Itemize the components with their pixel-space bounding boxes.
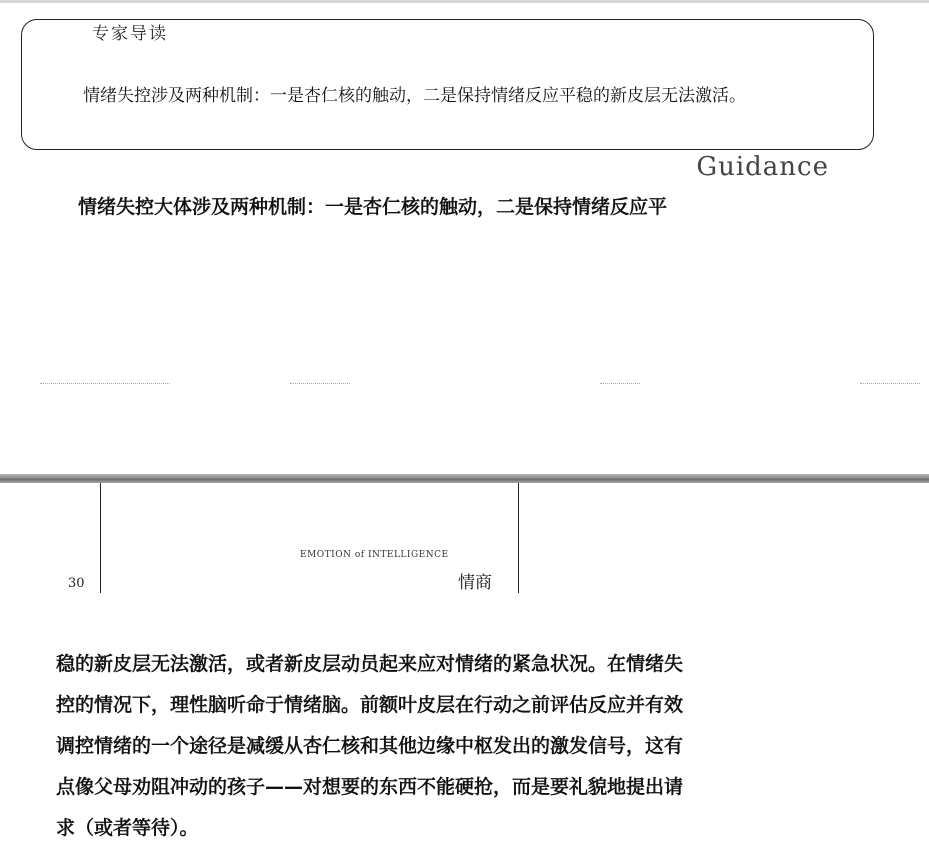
header-rule-right: [518, 483, 519, 593]
scan-noise: [40, 383, 170, 385]
body-line: 控的情况下，理性脑听命于情绪脑。前额叶皮层在行动之前评估反应并有效: [56, 694, 684, 716]
guidance-label: Guidance: [690, 152, 835, 182]
body-line: 稳的新皮层无法激活，或者新皮层动员起来应对情绪的紧急状况。在情绪失: [56, 653, 684, 675]
header-rule-left: [100, 483, 101, 593]
top-edge-strip: [0, 0, 929, 3]
body-line: 调控情绪的一个途径是减缓从杏仁核和其他边缘中枢发出的激发信号，这有: [56, 735, 684, 757]
page-divider: [0, 474, 929, 483]
scan-noise: [860, 383, 920, 385]
guidance-box: [21, 19, 874, 182]
page-number: 30: [68, 576, 85, 591]
running-header-english: EMOTION of INTELLIGENCE: [300, 550, 449, 560]
body-paragraph: [56, 644, 916, 849]
body-paragraph-start: 情绪失控大体涉及两种机制：一是杏仁核的触动，二是保持情绪反应平: [78, 196, 668, 218]
running-header-title: 情商: [458, 573, 492, 593]
bottom-page: [0, 483, 929, 868]
body-line: 求（或者等待）。: [56, 817, 199, 839]
guidance-title: 专家导读: [82, 23, 178, 45]
guidance-text: 情绪失控涉及两种机制：一是杏仁核的触动，二是保持情绪反应平稳的新皮层无法激活。: [83, 86, 746, 106]
scan-noise: [600, 383, 640, 385]
body-line: 点像父母劝阻冲动的孩子——对想要的东西不能硬抢，而是要礼貌地提出请: [56, 776, 684, 798]
scan-noise: [290, 383, 350, 385]
